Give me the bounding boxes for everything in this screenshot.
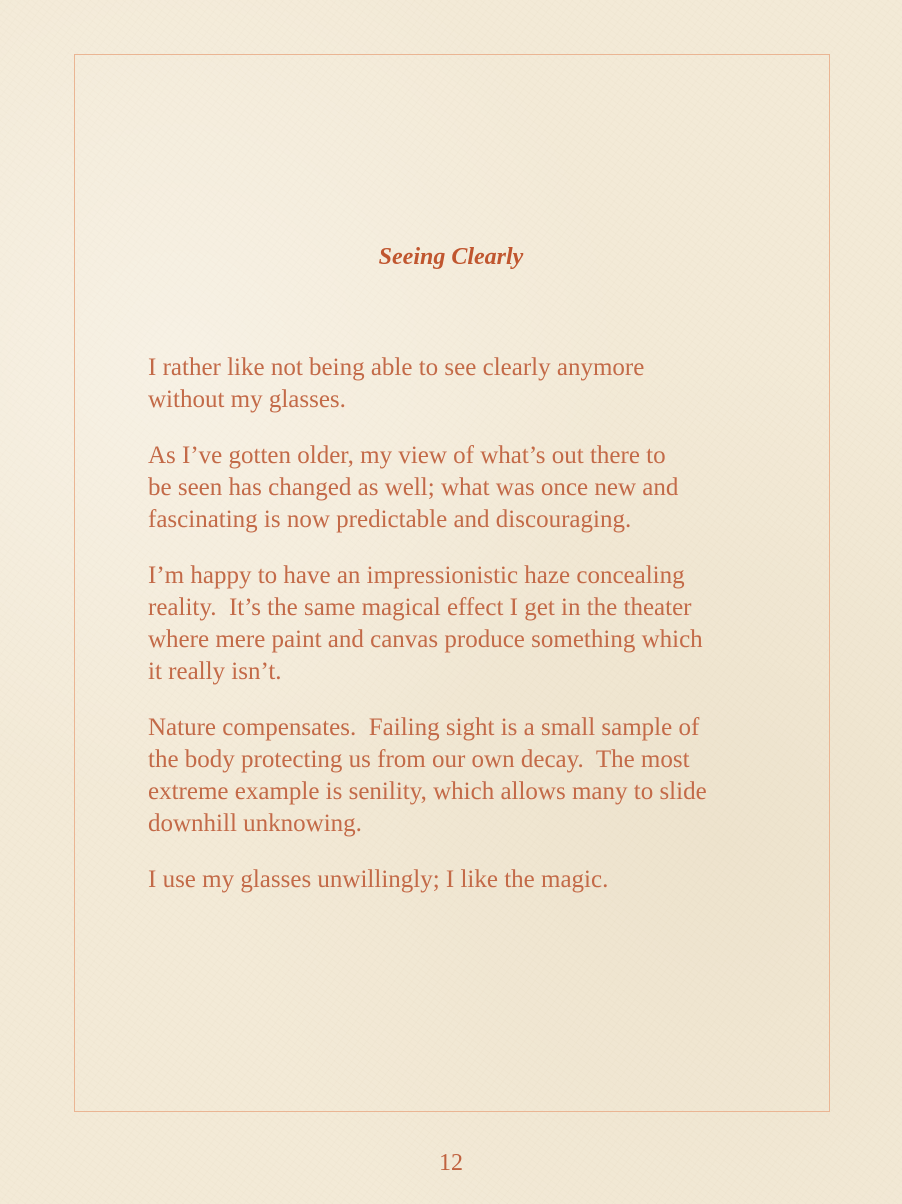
paragraph — [148, 440, 768, 536]
text-line: downhill unknowing. — [148, 810, 362, 837]
text-line: Nature compensates. Failing sight is a small sample of — [148, 714, 700, 741]
text-line: reality. It’s the same magical effect I get in the theater — [148, 594, 692, 621]
paragraph — [148, 864, 768, 896]
text-line: I rather like not being able to see clearly anymore — [148, 354, 645, 381]
poem-body — [148, 352, 768, 920]
paragraph — [148, 352, 768, 416]
text-line: the body protecting us from our own decay. The most — [148, 746, 690, 773]
text-line: without my glasses. — [148, 386, 346, 413]
text-line: As I’ve gotten older, my view of what’s out there to — [148, 442, 666, 469]
poem-title: Seeing Clearly — [378, 244, 524, 270]
page-number: 12 — [439, 1150, 463, 1176]
text-line: I’m happy to have an impressionistic haze concealing — [148, 562, 685, 589]
paragraph — [148, 560, 768, 688]
paragraph — [148, 712, 768, 840]
text-line: extreme example is senility, which allows many to slide — [148, 778, 707, 805]
text-line: be seen has changed as well; what was once new and — [148, 474, 679, 501]
text-line: I use my glasses unwillingly; I like the magic. — [148, 866, 609, 893]
text-line: it really isn’t. — [148, 658, 282, 685]
text-line: where mere paint and canvas produce something which — [148, 626, 703, 653]
text-line: fascinating is now predictable and discouraging. — [148, 506, 632, 533]
